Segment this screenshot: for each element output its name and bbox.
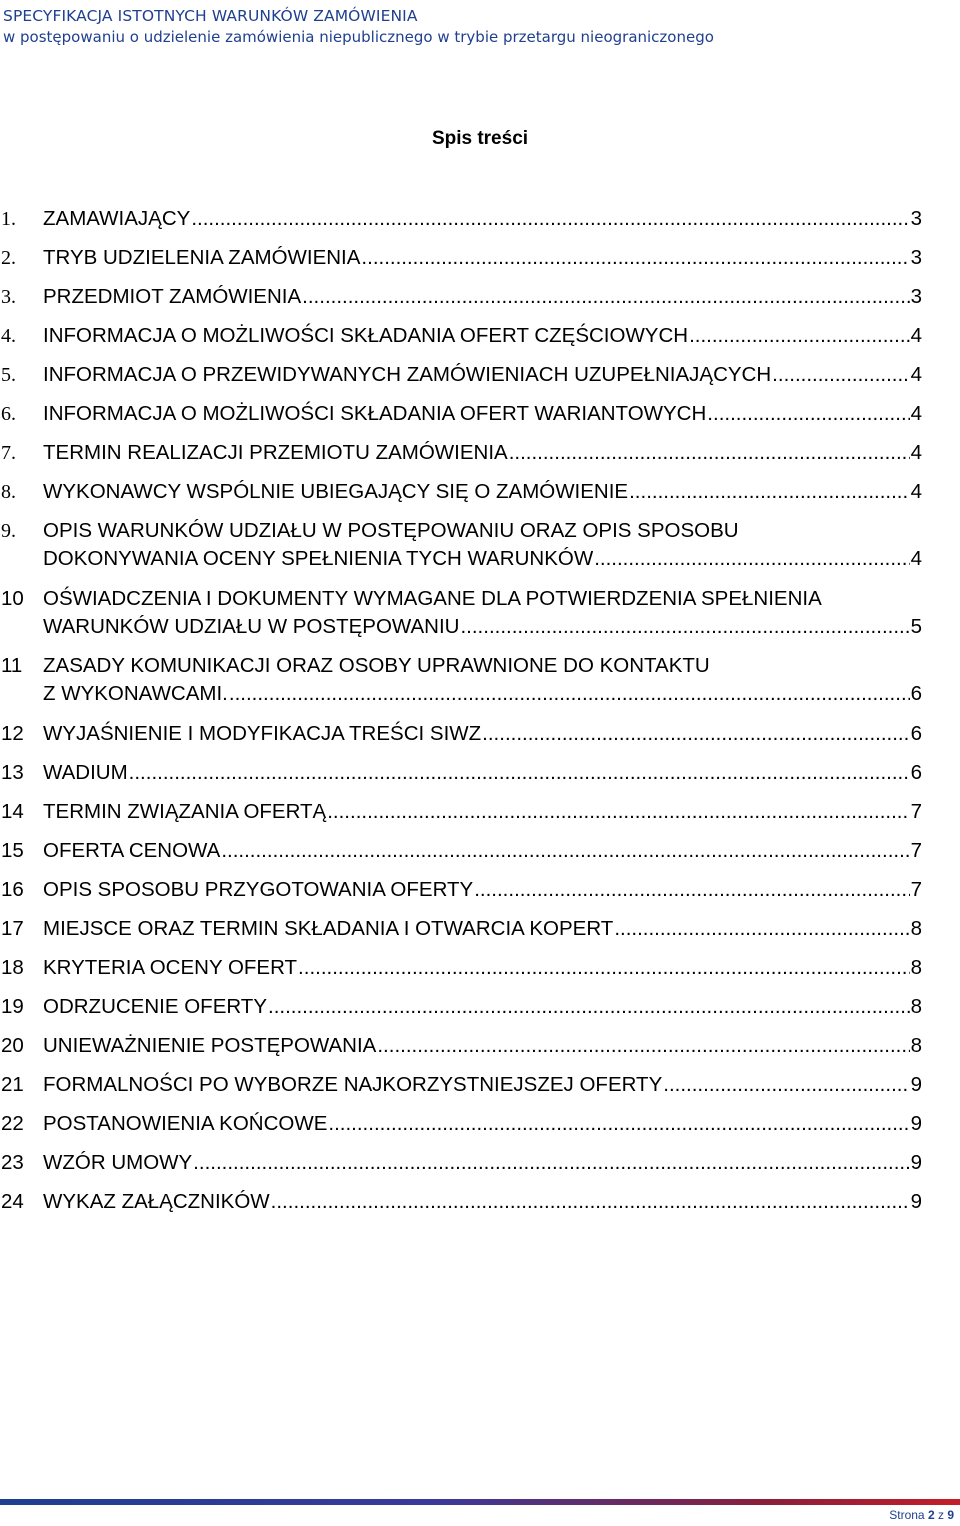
page-number-prefix: Strona — [889, 1508, 925, 1522]
toc-entry-number: 14 — [1, 800, 24, 823]
toc-entry-number: 2. — [1, 247, 16, 269]
toc-title: Spis treści — [431, 128, 529, 149]
toc-entry-row — [43, 243, 922, 273]
toc-entry-title: PRZEDMIOT ZAMÓWIENIA — [43, 285, 302, 308]
toc-entry-row — [43, 1187, 922, 1217]
toc-entry-title: KRYTERIA OCENY OFERT — [43, 956, 298, 979]
toc-entry-number: 6. — [1, 403, 16, 425]
toc-entry-row — [43, 679, 922, 709]
toc-entry[interactable] — [0, 584, 960, 646]
toc-entry-page: 4 — [910, 324, 922, 347]
document-header — [3, 6, 714, 47]
toc-entry[interactable] — [0, 719, 960, 749]
toc-entry-title: INFORMACJA O PRZEWIDYWANYCH ZAMÓWIENIACH UZUPEŁNIAJĄCYCH — [43, 363, 772, 386]
header-title: SPECYFIKACJA ISTOTNYCH WARUNKÓW ZAMÓWIENIA — [3, 7, 418, 25]
toc-entry-title: OPIS SPOSOBU PRZYGOTOWANIA OFERTY — [43, 878, 474, 901]
toc-entry-title: OFERTA CENOWA — [43, 839, 221, 862]
header-subtitle: w postępowaniu o udzielenie zamówienia niepublicznego w trybie przetargu nieograniczonego — [3, 28, 714, 46]
toc-entry[interactable] — [0, 1070, 960, 1100]
toc-entry[interactable] — [0, 953, 960, 983]
toc-entry[interactable] — [0, 1187, 960, 1217]
toc-entry-row — [43, 1109, 922, 1139]
toc-entry-title-line: OPIS WARUNKÓW UDZIAŁU W POSTĘPOWANIU ORAZ OPIS SPOSOBU — [43, 519, 739, 542]
toc-entry[interactable] — [0, 477, 960, 507]
toc-entry[interactable] — [0, 360, 960, 390]
toc-entry[interactable] — [0, 992, 960, 1022]
toc-entry-page: 9 — [910, 1190, 922, 1213]
toc-entry-row — [43, 1031, 922, 1061]
toc-entry[interactable] — [0, 282, 960, 312]
toc-entry-title: ZAMAWIAJĄCY — [43, 207, 191, 230]
toc-entry-row — [43, 477, 922, 507]
toc-entry-page: 3 — [910, 285, 922, 308]
toc-entry-number: 11 — [1, 654, 23, 677]
toc-entry[interactable] — [0, 836, 960, 866]
page-number — [889, 1508, 954, 1522]
toc-entry[interactable] — [0, 1109, 960, 1139]
toc-entry-title: DOKONYWANIA OCENY SPEŁNIENIA TYCH WARUNKÓW — [43, 547, 594, 570]
page-number-sep: z — [937, 1508, 944, 1522]
toc-entry-page: 6 — [910, 722, 922, 745]
toc-dot-leader — [327, 797, 909, 827]
toc-entry-row — [43, 204, 922, 234]
toc-entry-title: FORMALNOŚCI PO WYBORZE NAJKORZYSTNIEJSZEJ OFERTY — [43, 1073, 663, 1096]
toc-entry-page: 5 — [910, 615, 922, 638]
toc-entry-page: 4 — [910, 480, 922, 503]
toc-dot-leader — [377, 1031, 909, 1061]
toc-entry-title: ODRZUCENIE OFERTY — [43, 995, 267, 1018]
toc-entry-title: TRYB UDZIELENIA ZAMÓWIENIA — [43, 246, 361, 269]
toc-entry-row — [43, 953, 922, 983]
toc-entry-title: WARUNKÓW UDZIAŁU W POSTĘPOWANIU — [43, 615, 460, 638]
toc-entry-number: 17 — [1, 917, 24, 940]
toc-dot-leader — [614, 914, 909, 944]
toc-entry-number: 19 — [1, 995, 24, 1018]
toc-dot-leader — [221, 836, 909, 866]
toc-entry[interactable] — [0, 1031, 960, 1061]
toc-entry-row — [43, 438, 922, 468]
toc-entry-number: 7. — [1, 442, 16, 464]
toc-entry-title: TERMIN REALIZACJI PRZEMIOTU ZAMÓWIENIA — [43, 441, 508, 464]
toc-dot-leader — [361, 243, 909, 273]
toc-entry[interactable] — [0, 243, 960, 273]
toc-entry-page: 9 — [910, 1073, 922, 1096]
toc-entry-row — [43, 719, 922, 749]
toc-entry-title: WZÓR UMOWY — [43, 1151, 193, 1174]
toc-entry-page: 4 — [910, 402, 922, 425]
toc-entry-number: 22 — [1, 1112, 24, 1135]
toc-entry-number: 8. — [1, 481, 16, 503]
toc-entry[interactable] — [0, 758, 960, 788]
toc-entry-number: 4. — [1, 325, 16, 347]
toc-entry-title: POSTANOWIENIA KOŃCOWE — [43, 1112, 328, 1135]
toc-entry-page: 9 — [910, 1151, 922, 1174]
toc-entry-row — [43, 399, 922, 429]
toc-dot-leader — [689, 321, 910, 351]
toc-entry-title: MIEJSCE ORAZ TERMIN SKŁADANIA I OTWARCIA KOPERT — [43, 917, 614, 940]
toc-dot-leader — [474, 875, 909, 905]
toc-entry-number: 18 — [1, 956, 24, 979]
toc-entry-page: 8 — [910, 956, 922, 979]
toc-dot-leader — [129, 758, 910, 788]
toc-entry-row — [43, 282, 922, 312]
toc-dot-leader — [193, 1148, 909, 1178]
toc-entry[interactable] — [0, 914, 960, 944]
toc-entry-row — [43, 836, 922, 866]
toc-entry-title: WADIUM — [43, 761, 128, 784]
toc-entry[interactable] — [0, 321, 960, 351]
toc-entry-row — [43, 360, 922, 390]
toc-entry-row — [43, 758, 922, 788]
toc-entry-page: 7 — [910, 839, 922, 862]
toc-dot-leader — [460, 612, 909, 642]
toc-entry-number: 15 — [1, 839, 24, 862]
toc-entry-title: TERMIN ZWIĄZANIA OFERTĄ — [43, 800, 327, 823]
footer-divider — [0, 1499, 960, 1505]
toc-dot-leader — [482, 719, 909, 749]
toc-dot-leader — [328, 1109, 909, 1139]
toc-entry-number: 24 — [1, 1190, 24, 1213]
toc-entry-page: 8 — [910, 1034, 922, 1057]
toc-entry-number: 3. — [1, 286, 16, 308]
toc-entry-row — [43, 321, 922, 351]
toc-entry-number: 13 — [1, 761, 24, 784]
toc-entry-page: 7 — [910, 878, 922, 901]
toc-entry-page: 9 — [910, 1112, 922, 1135]
toc-entry-row — [43, 544, 922, 574]
toc-entry[interactable] — [0, 516, 960, 578]
toc-dot-leader — [191, 204, 909, 234]
toc-entry-number: 5. — [1, 364, 16, 386]
toc-entry-number: 1. — [1, 208, 16, 230]
toc-entry[interactable] — [0, 1148, 960, 1178]
toc-entry-title: INFORMACJA O MOŻLIWOŚCI SKŁADANIA OFERT CZĘŚCIOWYCH — [43, 324, 689, 347]
toc-dot-leader — [707, 399, 909, 429]
toc-entry-row — [43, 1070, 922, 1100]
toc-entry-number: 10 — [1, 587, 24, 610]
toc-entry-page: 4 — [910, 547, 922, 570]
toc-dot-leader — [298, 953, 910, 983]
toc-entry-number: 23 — [1, 1151, 24, 1174]
toc-dot-leader — [772, 360, 909, 390]
toc-entry-page: 8 — [910, 995, 922, 1018]
toc-entry-page: 8 — [910, 917, 922, 940]
toc-entry-number: 12 — [1, 722, 24, 745]
toc-entry-page: 4 — [910, 441, 922, 464]
toc-entry-number: 20 — [1, 1034, 24, 1057]
toc-entry-page: 6 — [910, 761, 922, 784]
toc-entry-title: Z WYKONAWCAMI. — [43, 682, 228, 705]
toc-entry-title: INFORMACJA O MOŻLIWOŚCI SKŁADANIA OFERT WARIANTOWYCH — [43, 402, 707, 425]
toc-entry-number: 9. — [1, 520, 16, 542]
toc-dot-leader — [629, 477, 909, 507]
toc-entry-row — [43, 612, 922, 642]
toc-entry-title: WYKONAWCY WSPÓLNIE UBIEGAJĄCY SIĘ O ZAMÓWIENIE — [43, 480, 629, 503]
toc-entry-title: WYKAZ ZAŁĄCZNIKÓW — [43, 1190, 270, 1213]
toc-entry-row — [43, 992, 922, 1022]
toc-entry-row — [43, 914, 922, 944]
toc-entry[interactable] — [0, 399, 960, 429]
toc-entry-page: 3 — [910, 207, 922, 230]
toc-entry-number: 16 — [1, 878, 24, 901]
toc-entry[interactable] — [0, 797, 960, 827]
toc-entry-number: 21 — [1, 1073, 24, 1096]
toc-entry[interactable] — [0, 651, 960, 713]
toc-entry-row — [43, 1148, 922, 1178]
toc-entry-title-line: OŚWIADCZENIA I DOKUMENTY WYMAGANE DLA POTWIERDZENIA SPEŁNIENIA — [43, 587, 822, 610]
toc-entry[interactable] — [0, 875, 960, 905]
toc-dot-leader — [663, 1070, 909, 1100]
toc-entry-title: UNIEWAŻNIENIE POSTĘPOWANIA — [43, 1034, 377, 1057]
toc-dot-leader — [229, 679, 910, 709]
toc-entry-row — [43, 875, 922, 905]
page-number-total: 9 — [947, 1508, 954, 1522]
page-number-current: 2 — [927, 1508, 935, 1522]
toc-dot-leader — [509, 438, 910, 468]
toc-dot-leader — [268, 992, 910, 1022]
toc-entry-row — [43, 797, 922, 827]
toc-entry[interactable] — [0, 438, 960, 468]
toc-entry-title: WYJAŚNIENIE I MODYFIKACJA TREŚCI SIWZ — [43, 722, 482, 745]
toc-dot-leader — [594, 544, 909, 574]
toc-entry[interactable] — [0, 204, 960, 234]
toc-entry-page: 6 — [910, 682, 922, 705]
toc-entry-page: 3 — [910, 246, 922, 269]
toc-dot-leader — [271, 1187, 910, 1217]
toc-dot-leader — [302, 282, 909, 312]
toc-entry-page: 4 — [910, 363, 922, 386]
toc-entry-page: 7 — [910, 800, 922, 823]
toc-entry-title-line: ZASADY KOMUNIKACJI ORAZ OSOBY UPRAWNIONE DO KONTAKTU — [43, 654, 710, 677]
